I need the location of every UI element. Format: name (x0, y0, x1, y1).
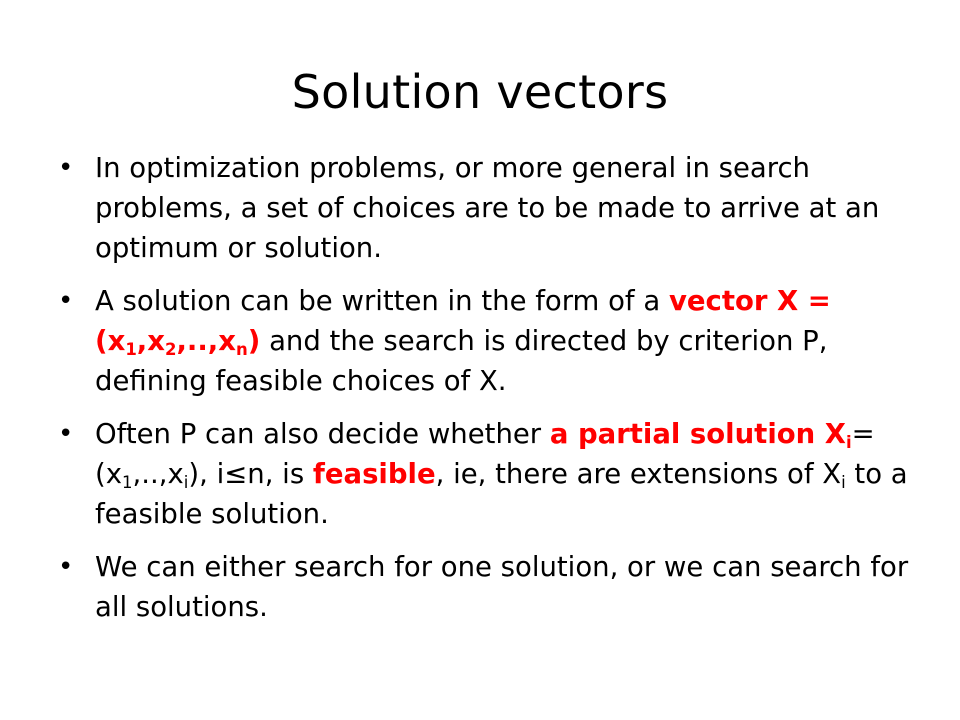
highlight-text: ,x (136, 325, 165, 357)
bullet-item-search-scope (58, 547, 918, 627)
bullet-text: A solution can be written in the form of a (95, 285, 669, 317)
bullet-text: ), i (188, 458, 225, 490)
subscript: i (183, 472, 189, 492)
bullet-text: In optimization problems, or more general in search problems, a set of choices are to be made to arrive at an optimum or solution. (95, 152, 880, 264)
subscript: 1 (122, 472, 133, 492)
highlight-text: ) (247, 325, 261, 357)
bullet-text: =(x (95, 418, 875, 490)
subscript: i (841, 472, 846, 492)
slide-title: Solution vectors (291, 65, 669, 119)
bullet-text: n, is (247, 458, 313, 490)
highlight-feasible: feasible (312, 458, 436, 490)
bullet-item-solution-vector (58, 281, 918, 401)
less-equal-symbol: ≤ (224, 458, 248, 490)
bullet-text: We can either search for one solution, or we can search for all solutions. (95, 551, 909, 623)
bullet-dot-icon: • (58, 153, 74, 183)
bullet-text: , ie, there are extensions of X (435, 458, 842, 490)
bullet-text: ,..,x (132, 458, 184, 490)
bullet-text: to a feasible solution. (95, 458, 908, 530)
bullet-dot-icon: • (58, 419, 74, 449)
subscript: 1 (125, 339, 137, 359)
bullet-text: and the search is directed by criterion P, defining feasible choices of X. (95, 325, 828, 397)
subscript: n (236, 339, 248, 359)
bullet-item-partial-solution (58, 414, 918, 534)
highlight-partial-solution (550, 418, 852, 450)
subscript: 2 (164, 339, 177, 359)
bullet-item-optimization (58, 148, 918, 268)
highlight-text: vector X = (x (95, 285, 831, 357)
bullet-text: Often P can also decide whether (95, 418, 550, 450)
bullet-list (58, 148, 918, 640)
bullet-dot-icon: • (58, 552, 74, 582)
bullet-dot-icon: • (58, 286, 74, 316)
highlight-text: ,..,x (176, 325, 236, 357)
highlight-text: a partial solution X (549, 418, 846, 450)
subscript: i (846, 432, 852, 452)
